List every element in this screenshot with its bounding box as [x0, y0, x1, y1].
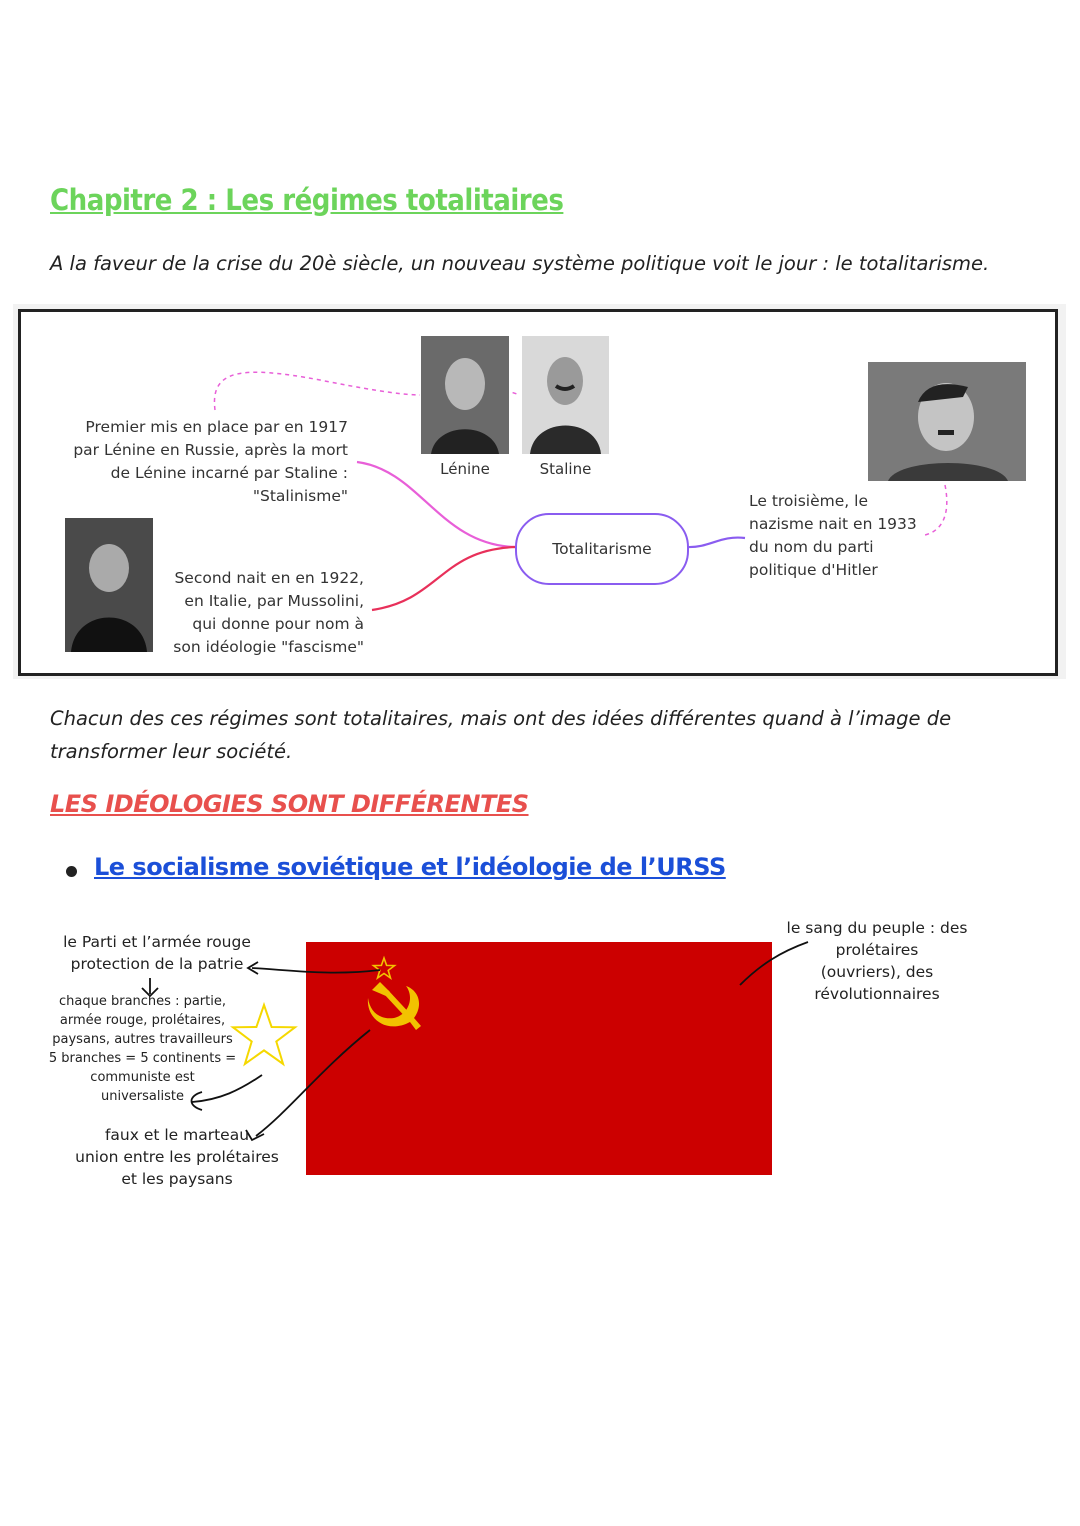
branches-note: chaque branches : partie, armée rouge, prolétaires, paysans, autres travailleurs 5 branches = 5 continents = communiste est universaliste	[48, 994, 237, 1104]
caption-lenin: Lénine	[440, 460, 490, 478]
hitler-text: Le troisième, le nazisme nait en 1933 du nom du parti politique d'Hitler	[749, 492, 917, 579]
bullet-dot	[66, 866, 77, 877]
hammer-note: faux et le marteau union entre les prolétaires et les paysans	[75, 1126, 279, 1188]
hitler-photo	[868, 362, 1026, 481]
paragraph: Chacun des ces régimes sont totalitaires, mais ont des idées différentes quand à l’image de transformer leur société.	[50, 707, 952, 763]
blood-note: le sang du peuple : des prolétaires (ouvriers), des révolutionnaires	[786, 919, 968, 1003]
stalin-text: Premier mis en place par en 1917 par Lénine en Russie, après la mort de Lénine incarné par Staline : "Stalinisme"	[73, 418, 348, 505]
sub-title: Le socialisme soviétique et l’idéologie de l’URSS	[94, 853, 726, 881]
totalitarisme-node: Totalitarisme	[515, 513, 689, 585]
section-title: LES IDÉOLOGIES SONT DIFFÉRENTES	[50, 790, 529, 818]
stalin-photo	[522, 336, 609, 454]
caption-stalin: Staline	[539, 460, 592, 478]
chapter-title: Chapitre 2 : Les régimes totalitaires	[50, 183, 564, 217]
mussolini-photo	[65, 518, 153, 652]
mussolini-text: Second nait en en 1922, en Italie, par Mussolini, qui donne pour nom à son idéologie "fascisme"	[173, 569, 364, 656]
party-note: le Parti et l’armée rouge protection de la patrie	[63, 933, 251, 973]
lenin-photo	[421, 336, 509, 454]
intro-text: A la faveur de la crise du 20è siècle, un nouveau système politique voit le jour : le totalitarisme.	[50, 252, 990, 275]
